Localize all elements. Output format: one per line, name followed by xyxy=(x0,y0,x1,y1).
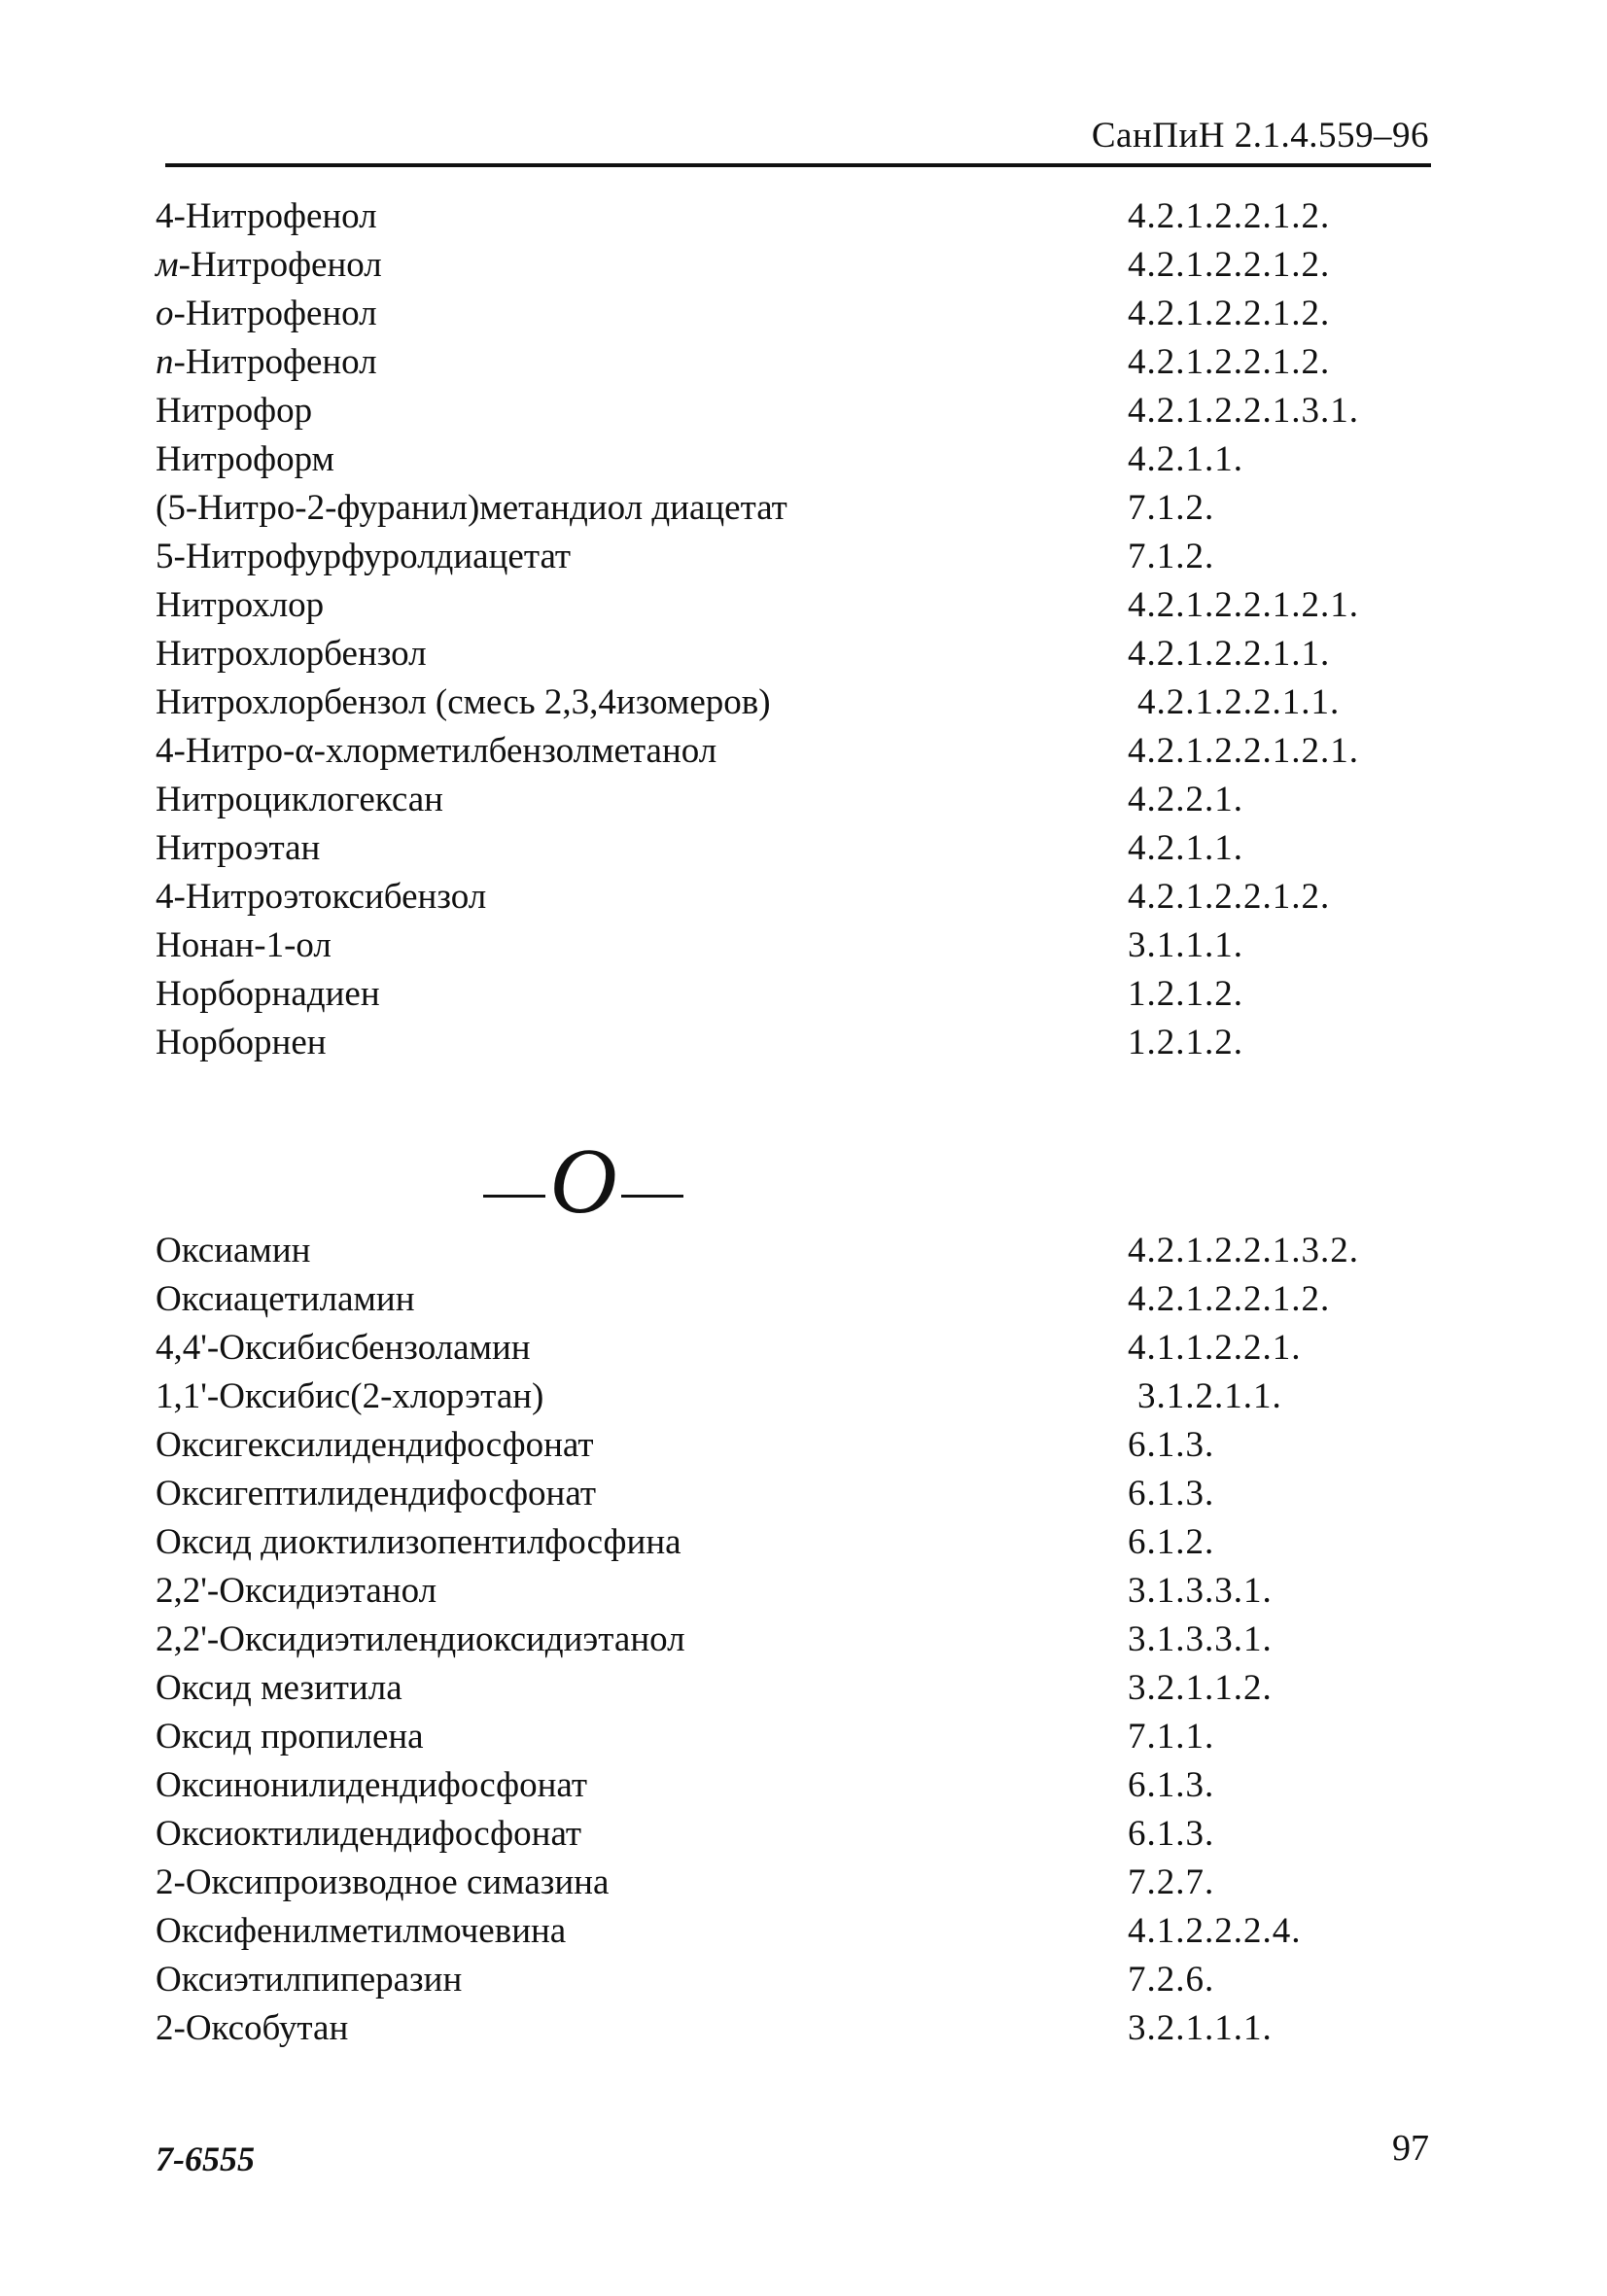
entry-name: п-Нитрофенол xyxy=(156,342,377,382)
list-item xyxy=(156,533,1419,581)
entry-ref: 4.2.1.2.2.1.3.2. xyxy=(1128,1231,1359,1270)
entry-name: Оксинонилидендифосфонат xyxy=(156,1765,588,1805)
entry-name: Оксиоктилидендифосфонат xyxy=(156,1814,582,1854)
entry-ref: 4.2.1.2.2.1.1. xyxy=(1128,634,1331,674)
list-item xyxy=(156,338,1419,387)
entry-name: Оксиацетиламин xyxy=(156,1279,415,1319)
list-item xyxy=(156,387,1419,435)
list-item xyxy=(156,824,1419,873)
entry-name: Оксид диоктилизопентилфосфина xyxy=(156,1522,681,1562)
list-item xyxy=(156,2004,1419,2053)
entry-name: м-Нитрофенол xyxy=(156,245,382,285)
entry-ref: 7.2.6. xyxy=(1128,1960,1215,2000)
entry-ref: 3.1.1.1. xyxy=(1128,925,1243,965)
list-item xyxy=(156,1373,1419,1421)
entry-name: Норборнен xyxy=(156,1023,327,1062)
entry-ref: 4.2.1.2.2.1.3.1. xyxy=(1128,391,1359,431)
entry-ref: 4.2.1.2.2.1.1. xyxy=(1137,682,1341,722)
entry-name: Оксиамин xyxy=(156,1231,311,1270)
list-item xyxy=(156,1518,1419,1567)
section-letter: О xyxy=(549,1129,617,1233)
list-item xyxy=(156,290,1419,338)
entry-name: Оксиэтилпиперазин xyxy=(156,1960,463,2000)
entry-ref: 7.2.7. xyxy=(1128,1862,1215,1902)
entry-name: Нитрохлорбензол xyxy=(156,634,427,674)
entry-name: 1,1'-Оксибис(2-хлорэтан) xyxy=(156,1376,544,1416)
list-item xyxy=(156,581,1419,630)
list-item xyxy=(156,484,1419,533)
entry-ref: 6.1.3. xyxy=(1128,1814,1215,1854)
list-item xyxy=(156,241,1419,290)
list-item xyxy=(156,630,1419,678)
index-list-n xyxy=(156,192,1419,1067)
entry-name: о-Нитрофенол xyxy=(156,294,377,333)
list-item xyxy=(156,1470,1419,1518)
entry-name: 2-Оксипроизводное симазина xyxy=(156,1862,610,1902)
entry-ref: 4.2.2.1. xyxy=(1128,780,1243,819)
entry-name: Оксигептилидендифосфонат xyxy=(156,1474,596,1513)
entry-ref: 4.2.1.2.2.1.2. xyxy=(1128,294,1331,333)
section-dash-right xyxy=(621,1195,683,1198)
entry-ref: 3.1.3.3.1. xyxy=(1128,1571,1273,1611)
entry-name: Нитрофор xyxy=(156,391,313,431)
entry-ref: 6.1.3. xyxy=(1128,1474,1215,1513)
entry-ref: 4.2.1.1. xyxy=(1128,828,1243,868)
entry-name: Оксид мезитила xyxy=(156,1668,402,1708)
list-item xyxy=(156,727,1419,776)
list-item xyxy=(156,1810,1419,1859)
list-item xyxy=(156,776,1419,824)
entry-name: Нитроформ xyxy=(156,439,334,479)
list-item xyxy=(156,1421,1419,1470)
entry-ref: 4.2.1.2.2.1.2. xyxy=(1128,196,1331,236)
entry-ref: 7.1.2. xyxy=(1128,488,1215,528)
list-item xyxy=(156,970,1419,1019)
entry-name: Нитрохлор xyxy=(156,585,325,625)
section-heading-o xyxy=(457,1129,710,1233)
entry-ref: 1.2.1.2. xyxy=(1128,1023,1243,1062)
entry-name: 2,2'-Оксидиэтилендиоксидиэтанол xyxy=(156,1619,685,1659)
entry-name: Нитроэтан xyxy=(156,828,321,868)
header-rule xyxy=(165,163,1431,167)
entry-name: 4-Нитрофенол xyxy=(156,196,377,236)
entry-ref: 4.2.1.1. xyxy=(1128,439,1243,479)
entry-name: 2-Оксобутан xyxy=(156,2008,349,2048)
document-code: СанПиН 2.1.4.559–96 xyxy=(1091,116,1429,156)
entry-ref: 4.2.1.2.2.1.2.1. xyxy=(1128,731,1359,771)
entry-ref: 4.2.1.2.2.1.2. xyxy=(1128,245,1331,285)
entry-ref: 4.1.1.2.2.1. xyxy=(1128,1328,1302,1368)
list-item xyxy=(156,435,1419,484)
page-number: 97 xyxy=(1392,2128,1429,2169)
print-code: 7-6555 xyxy=(156,2139,255,2178)
entry-name: Нитрохлорбензол (смесь 2,3,4изомеров) xyxy=(156,682,771,722)
entry-ref: 4.2.1.2.2.1.2.1. xyxy=(1128,585,1359,625)
entry-ref: 4.2.1.2.2.1.2. xyxy=(1128,342,1331,382)
list-item xyxy=(156,1324,1419,1373)
list-item xyxy=(156,1275,1419,1324)
entry-ref: 3.1.3.3.1. xyxy=(1128,1619,1273,1659)
entry-name: Нитроциклогексан xyxy=(156,780,443,819)
list-item xyxy=(156,1616,1419,1664)
list-item xyxy=(156,1664,1419,1713)
list-item xyxy=(156,1567,1419,1616)
entry-name: 5-Нитрофурфуролдиацетат xyxy=(156,537,572,576)
section-dash-left xyxy=(483,1195,545,1198)
entry-name: (5-Нитро-2-фуранил)метандиол диацетат xyxy=(156,488,787,528)
entry-name: Оксид пропилена xyxy=(156,1717,424,1757)
list-item xyxy=(156,678,1419,727)
entry-name: Норборнадиен xyxy=(156,974,380,1014)
list-item xyxy=(156,1713,1419,1761)
entry-name: Оксифенилметилмочевина xyxy=(156,1911,567,1951)
list-item xyxy=(156,1019,1419,1067)
entry-ref: 3.1.2.1.1. xyxy=(1137,1376,1282,1416)
entry-name: Оксигексилидендифосфонат xyxy=(156,1425,594,1465)
index-list-o xyxy=(156,1227,1419,2053)
entry-name: Нонан-1-ол xyxy=(156,925,332,965)
list-item xyxy=(156,1227,1419,1275)
list-item xyxy=(156,922,1419,970)
entry-ref: 6.1.2. xyxy=(1128,1522,1215,1562)
entry-ref: 4.2.1.2.2.1.2. xyxy=(1128,1279,1331,1319)
entry-ref: 6.1.3. xyxy=(1128,1425,1215,1465)
entry-ref: 4.2.1.2.2.1.2. xyxy=(1128,877,1331,917)
entry-ref: 4.1.2.2.2.4. xyxy=(1128,1911,1302,1951)
list-item xyxy=(156,873,1419,922)
list-item xyxy=(156,1859,1419,1907)
list-item xyxy=(156,192,1419,241)
list-item xyxy=(156,1956,1419,2004)
entry-name: 4-Нитро-α-хлорметилбензолметанол xyxy=(156,731,717,771)
entry-ref: 6.1.3. xyxy=(1128,1765,1215,1805)
entry-ref: 3.2.1.1.1. xyxy=(1128,2008,1273,2048)
entry-ref: 7.1.1. xyxy=(1128,1717,1215,1757)
list-item xyxy=(156,1907,1419,1956)
entry-name: 4,4'-Оксибисбензоламин xyxy=(156,1328,531,1368)
entry-ref: 1.2.1.2. xyxy=(1128,974,1243,1014)
entry-name: 2,2'-Оксидиэтанол xyxy=(156,1571,437,1611)
entry-ref: 7.1.2. xyxy=(1128,537,1215,576)
entry-name: 4-Нитроэтоксибензол xyxy=(156,877,487,917)
entry-ref: 3.2.1.1.2. xyxy=(1128,1668,1273,1708)
list-item xyxy=(156,1761,1419,1810)
